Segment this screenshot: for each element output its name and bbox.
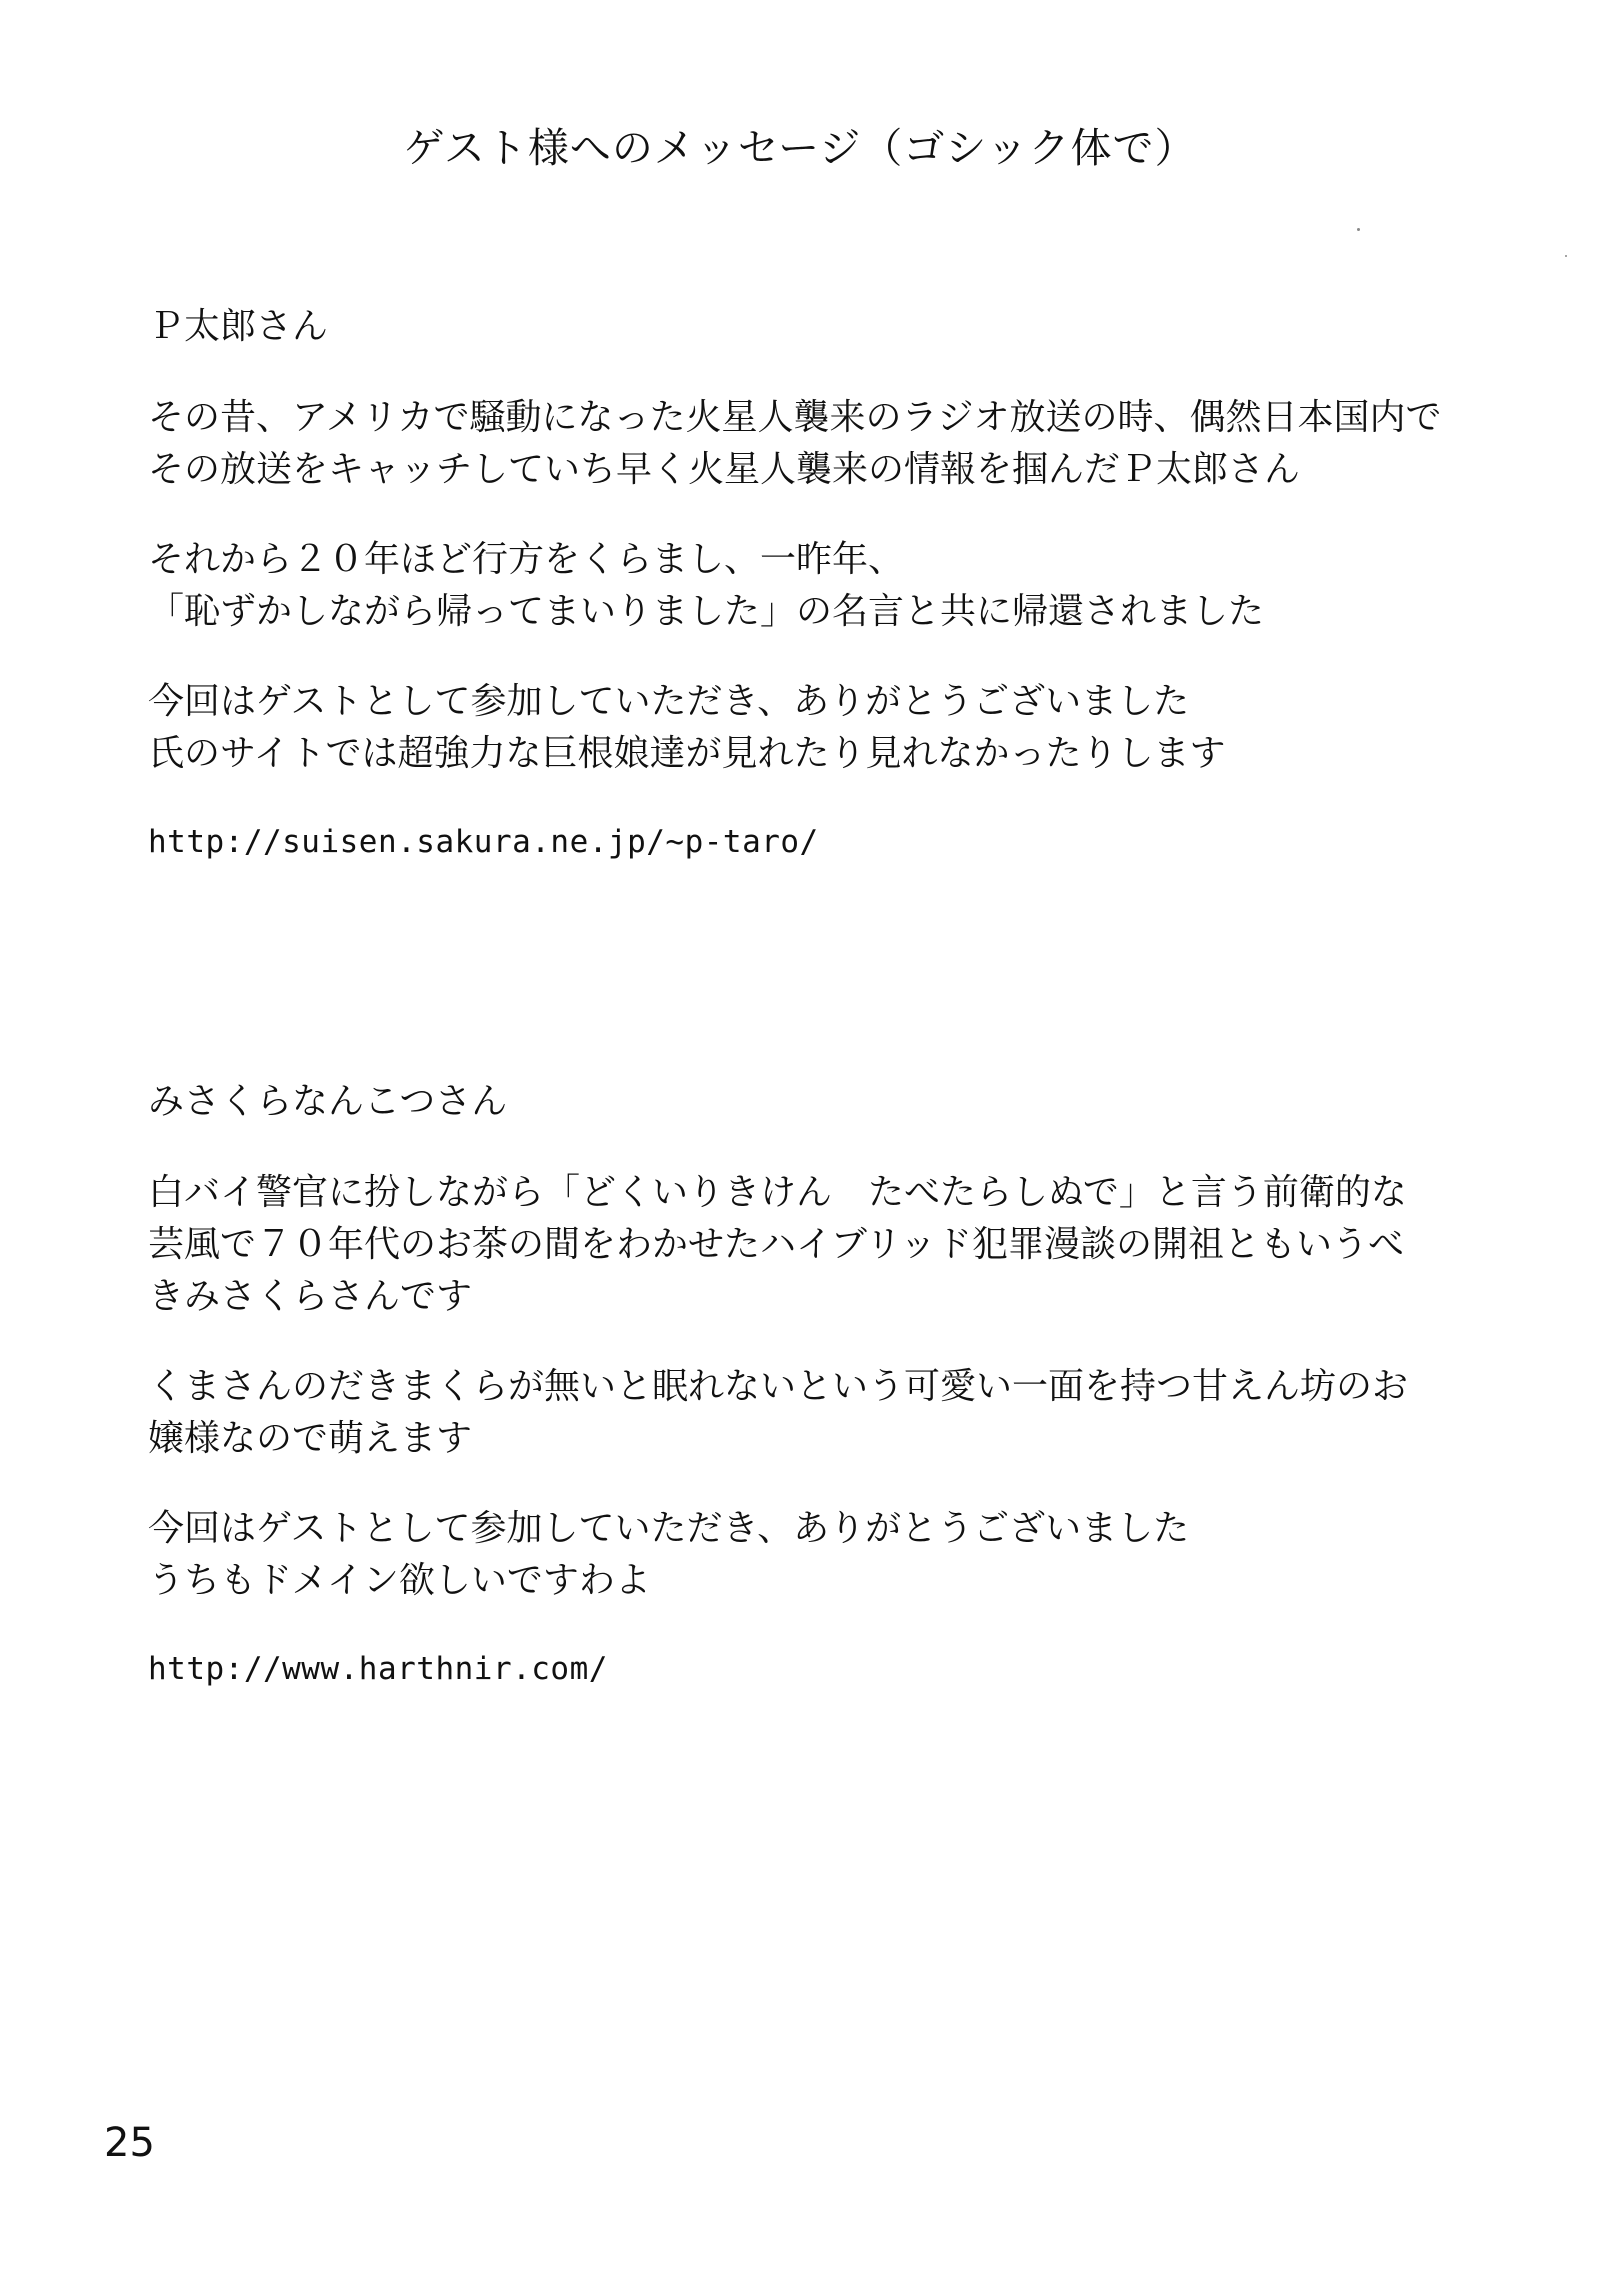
text-line: 今回はゲストとして参加していただき、ありがとうございました [148,681,1190,722]
text-line: 嬢様なので萌えます [148,1418,473,1459]
guest-name: Ｐ太郎さん [148,306,329,347]
scan-speck [1565,255,1567,257]
page-title: ゲスト様へのメッセージ（ゴシック体で） [403,124,1197,172]
paragraph [148,1167,1508,1323]
paragraph [148,1503,1508,1607]
paragraph [148,676,1508,780]
text-line: その昔、アメリカで騒動になった火星人襲来のラジオ放送の時、偶然日本国内で [148,397,1442,438]
scan-speck [1357,228,1360,231]
guest-section-misakura [148,1075,1508,1693]
page-number: 25 [104,2120,155,2166]
text-line: 氏のサイトでは超強力な巨根娘達が見れたり見れなかったりします [148,733,1226,774]
text-line: 今回はゲストとして参加していただき、ありがとうございました [148,1508,1190,1549]
text-line: 「恥ずかしながら帰ってまいりました」の名言と共に帰還されました [148,591,1265,632]
text-line: 白バイ警官に扮しながら「どくいりきけん たべたらしぬで」と言う前衛的な [148,1172,1407,1213]
text-line: くまさんのだきまくらが無いと眠れないという可愛い一面を持つ甘えん坊のお [148,1366,1409,1407]
text-line: 芸風で７０年代のお茶の間をわかせたハイブリッド犯罪漫談の開祖ともいうべ [148,1224,1405,1265]
paragraph [148,1361,1508,1465]
text-line: きみさくらさんです [148,1276,473,1317]
paragraph [148,392,1508,496]
guest-url: http://www.harthnir.com/ [148,1651,608,1687]
guest-section-p-taro [148,300,1508,866]
text-line: うちもドメイン欲しいですわよ [148,1560,651,1601]
text-line: その放送をキャッチしていち早く火星人襲来の情報を掴んだＰ太郎さん [148,449,1301,490]
text-line: それから２０年ほど行方をくらまし、一昨年、 [148,539,905,580]
guest-name: みさくらなんこつさん [148,1081,508,1122]
paragraph [148,534,1508,638]
guest-url: http://suisen.sakura.ne.jp/~p-taro/ [148,824,819,860]
